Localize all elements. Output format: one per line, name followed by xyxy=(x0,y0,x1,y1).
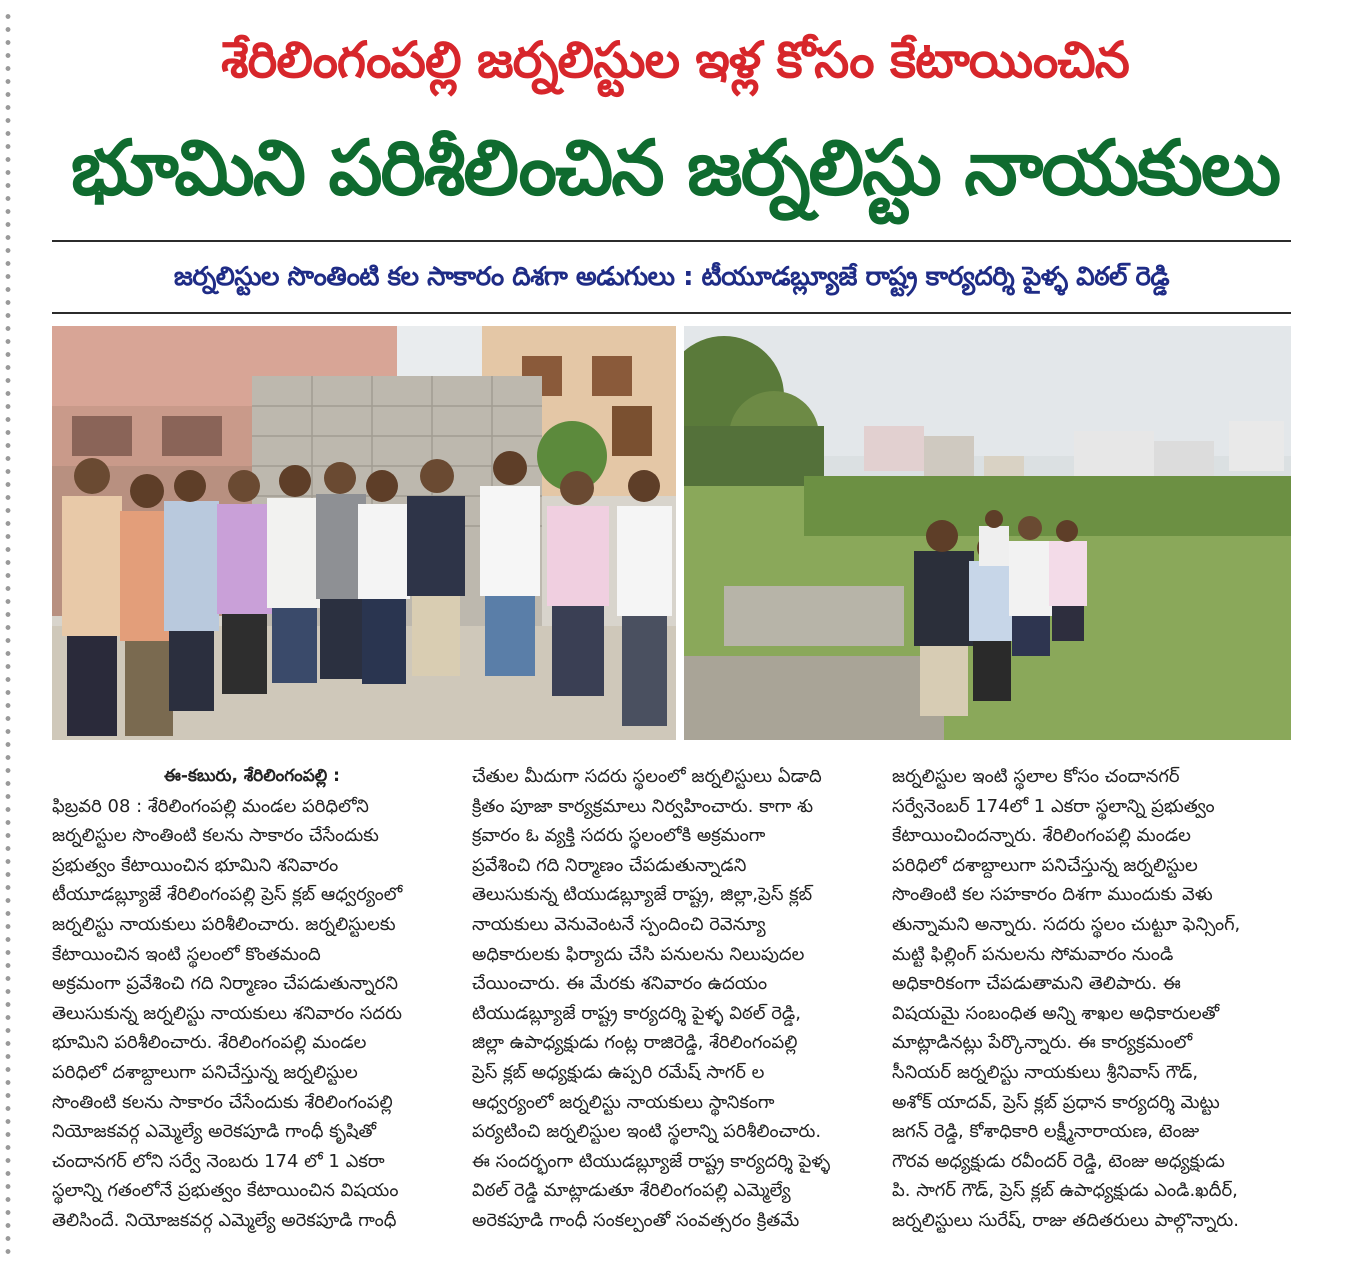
article-line: కేటాయించిన ఇంటి స్థలంలో కొంతమంది xyxy=(52,943,321,965)
article-line: అశోక్ యాదవ్, ప్రెస్ క్లబ్ ప్రధాన కార్యదర్శి మెట్టు xyxy=(892,1091,1220,1113)
article-line: ఈ సందర్భంగా టియుడబ్ల్యూజే రాష్ట్ర కార్యదర్శి పైళ్ళ xyxy=(472,1150,831,1172)
article-line: భూమిని పరిశీలించారు. శేరిలింగంపల్లి మండల xyxy=(52,1032,367,1054)
article-line: జిల్లా ఉపాధ్యక్షుడు గంట్ల రాజిరెడ్డి, శేరిలింగంపల్లి xyxy=(472,1032,798,1054)
article-line: ఆధ్వర్యంలో జర్నలిస్టు నాయకులు స్థానికంగా xyxy=(472,1091,775,1113)
article-line: పి. సాగర్ గౌడ్, ప్రెస్ క్లబ్ ఉపాధ్యక్షుడు ఎండి.ఖదీర్, xyxy=(892,1180,1238,1202)
article-line: జర్నలిస్టుల సొంతింటి కలను సాకారం చేసేందుకు xyxy=(52,825,379,847)
article-line: జర్నలిస్టులు సురేష్, రాజు తదితరులు పాల్గొన్నారు. xyxy=(892,1209,1239,1231)
article-line: అరెకపూడి గాంధీ సంకల్పంతో సంవత్సరం క్రితమే xyxy=(472,1209,800,1231)
article-byline: ఈ-కబురు, శేరిలింగంపల్లి : xyxy=(164,766,340,786)
article-line: పరిధిలో దశాబ్దాలుగా పనిచేస్తున్న జర్నలిస్టుల xyxy=(52,1061,358,1083)
article-line: సర్వేనెంబర్ 174లో 1 ఎకరా స్థలాన్ని ప్రభుత్వం xyxy=(892,795,1215,817)
article-line: తెలుసుకున్న టియుడబ్ల్యూజే రాష్ట్ర, జిల్లా,ప్రెస్ క్లబ్ xyxy=(472,884,813,906)
article-line: పర్యటించి జర్నలిస్టుల ఇంటి స్థలాన్ని పరిశీలించారు. xyxy=(472,1121,822,1143)
headline-line-2: భూమిని పరిశీలించిన జర్నలిస్టు నాయకులు xyxy=(70,123,1280,212)
article-line: జగన్ రెడ్డి, కోశాధికారి లక్ష్మీనారాయణ, టెంజు xyxy=(892,1121,1200,1143)
article-line: చేతుల మీదుగా సదరు స్థలంలో జర్నలిస్టులు ఏడాది xyxy=(472,766,822,787)
article-line: అక్రమంగా ప్రవేశించి గది నిర్మాణం చేపడుతున్నారని xyxy=(52,973,398,995)
dotted-border xyxy=(4,10,12,1260)
article-line: తెలిసిందే. నియోజకవర్గ ఎమ్మెల్యే అరెకపూడి గాంధీ xyxy=(52,1209,397,1231)
group-photo-journalists xyxy=(52,326,676,740)
article-line: సీనియర్ జర్నలిస్టు నాయకులు శ్రీనివాస్ గౌడ్, xyxy=(892,1061,1199,1083)
article-line: నియోజకవర్గ ఎమ్మెల్యే అరెకపూడి గాంధీ కృషితో xyxy=(52,1121,377,1143)
article-line: టీయూడబ్ల్యూజే శేరిలింగంపల్లి ప్రెస్ క్లబ్ ఆధ్వర్యంలో xyxy=(52,884,403,906)
land-inspection-photo xyxy=(684,326,1291,740)
article-line: కేటాయించిందన్నారు. శేరిలింగంపల్లి మండల xyxy=(892,825,1191,847)
article-column-2 xyxy=(472,762,876,1236)
article-line: పరిధిలో దశాబ్దాలుగా పనిచేస్తున్న జర్నలిస్టుల xyxy=(892,854,1198,876)
subheadline: జర్నలిస్టుల సొంతింటి కల సాకారం దిశగా అడుగులు : టీయూడబ్ల్యూజే రాష్ట్ర కార్యదర్శి పైళ్ళ విఠల్ రెడ్డి xyxy=(173,262,1170,292)
article-line: సొంతింటి కల సహకారం దిశగా ముందుకు వెళు xyxy=(892,884,1213,906)
subheadline-top-rule xyxy=(52,240,1291,242)
article-line: జర్నలిస్టు నాయకులు పరిశీలించారు. జర్నలిస్టులకు xyxy=(52,913,396,935)
article-line: తున్నామని అన్నారు. సదరు స్థలం చుట్టూ ఫెన్సింగ్, xyxy=(892,913,1241,935)
article-line: స్థలాన్ని గతంలోనే ప్రభుత్వం కేటాయించిన విషయం xyxy=(52,1180,399,1202)
article-line: తెలుసుకున్న జర్నలిస్టు నాయకులు శనివారం సదరు xyxy=(52,1002,403,1024)
article-line: ప్రభుత్వం కేటాయించిన భూమిని శనివారం xyxy=(52,854,339,876)
article-line: ప్రెస్ క్లబ్ అధ్యక్షుడు ఉప్పరి రమేష్ సాగర్ ల xyxy=(472,1061,765,1083)
article-line: క్రితం పూజా కార్యక్రమాలు నిర్వహించారు. కాగా శు xyxy=(472,795,814,817)
article-line: ప్రవేశించి గది నిర్మాణం చేపడుతున్నాడని xyxy=(472,854,747,876)
subheadline-bottom-rule xyxy=(52,312,1291,314)
article-line: విఠల్ రెడ్డి మాట్లాడుతూ శేరిలింగంపల్లి ఎమ్మెల్యే xyxy=(472,1180,791,1202)
article-column-3 xyxy=(892,762,1292,1236)
article-line: మట్టి ఫిల్లింగ్ పనులను సోమవారం నుండి xyxy=(892,943,1174,965)
article-line: సొంతింటి కలను సాకారం చేసేందుకు శేరిలింగంపల్లి xyxy=(52,1091,393,1113)
headline-line-1: శేరిలింగంపల్లి జర్నలిస్టుల ఇళ్ల కోసం కేటాయించిన xyxy=(221,31,1129,89)
article-line: అధికారులకు ఫిర్యాదు చేసి పనులను నిలుపుదల xyxy=(472,943,805,965)
article-line: మాట్లాడినట్లు పేర్కొన్నారు. ఈ కార్యక్రమంలో xyxy=(892,1032,1193,1054)
article-line: నాయకులు వెనువెంటనే స్పందించి రెవెన్యూ xyxy=(472,913,766,935)
article-line: క్రవారం ఓ వ్యక్తి సదరు స్థలంలోకి అక్రమంగా xyxy=(472,825,766,847)
article-line: జర్నలిస్టుల ఇంటి స్థలాల కోసం చందానగర్ xyxy=(892,766,1180,787)
article-line: విషయమై సంబంధిత అన్ని శాఖల అధికారులతో xyxy=(892,1002,1220,1024)
article-line: అధికారికంగా చేపడుతామని తెలిపారు. ఈ xyxy=(892,973,1181,995)
article-line: ఫిబ్రవరి 08 : శేరిలింగంపల్లి మండల పరిధిలోని xyxy=(52,795,369,817)
article-line: గౌరవ అధ్యక్షుడు రవీందర్ రెడ్డి, టెంజు అధ్యక్షుడు xyxy=(892,1150,1225,1172)
article-line: చందానగర్ లోని సర్వే నెంబరు 174 లో 1 ఎకరా xyxy=(52,1150,385,1172)
article-line: చేయించారు. ఈ మేరకు శనివారం ఉదయం xyxy=(472,973,768,995)
article-line: టియుడబ్ల్యూజే రాష్ట్ర కార్యదర్శి పైళ్ళ విఠల్ రెడ్డి, xyxy=(472,1002,801,1024)
article-column-1 xyxy=(52,762,452,1236)
